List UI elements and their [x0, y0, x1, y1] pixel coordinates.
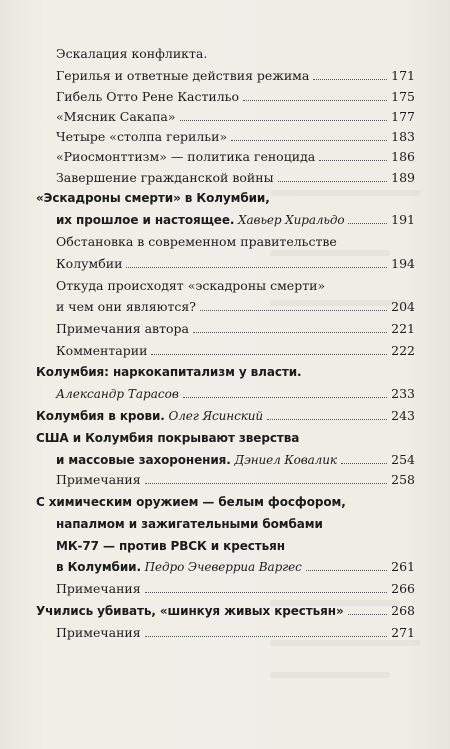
toc-entry-page: 261 — [391, 559, 415, 574]
leader-dots — [319, 160, 387, 161]
toc-entry-text: Завершение гражданской войны — [56, 170, 274, 185]
toc-entry-title — [56, 87, 239, 107]
toc-entry — [0, 319, 450, 339]
toc-entry — [0, 428, 450, 448]
toc-entry-title — [56, 557, 302, 577]
toc-entry — [0, 341, 450, 361]
toc-entry-text: напалмом и зажигательными бомбами — [56, 517, 323, 531]
toc-entry-text: США и Колумбия покрывают зверства — [36, 431, 300, 445]
toc-entry-author: Хавьер Хиральдо — [234, 213, 345, 227]
toc-entry-text: С химическим оружием — белым фосфором, — [36, 495, 346, 509]
toc-entry — [0, 168, 450, 188]
toc-entry-page: 222 — [391, 343, 415, 358]
toc-entry-text: Колумбии — [56, 256, 123, 271]
toc-entry-title — [56, 276, 325, 296]
toc-entry-title — [36, 428, 299, 448]
toc-entry-text: «Эскадроны смерти» в Колумбии, — [36, 191, 270, 205]
toc-entry — [0, 87, 450, 107]
toc-entry-text: Эскалация конфликта. — [56, 46, 208, 61]
leader-dots — [348, 223, 387, 224]
toc-entry — [0, 362, 450, 382]
toc-entry-page: 221 — [391, 321, 415, 336]
toc-entry — [0, 514, 450, 534]
toc-entry-title — [36, 362, 301, 382]
toc-entry-page: 204 — [391, 299, 415, 314]
toc-entry-title — [56, 66, 309, 86]
toc-entry — [0, 147, 450, 167]
toc-entry-author: Александр Тарасов — [56, 387, 179, 401]
toc-entry-page: 186 — [391, 149, 415, 164]
toc-entry — [0, 276, 450, 296]
toc-entry-text: «Риосмонттизм» — политика геноцида — [56, 149, 316, 164]
toc-entry-page: 268 — [391, 603, 415, 618]
leader-dots — [180, 120, 388, 121]
toc-entry-title — [56, 341, 147, 361]
toc-entry-title — [56, 536, 285, 556]
toc-entry-text: Четыре «столпа герильи» — [56, 129, 228, 144]
toc-entry-text: Гибель Отто Рене Кастильо — [56, 89, 239, 104]
toc-entry-title — [56, 168, 274, 188]
toc-entry-author: Педро Эчеверриа Варгес — [140, 560, 302, 574]
toc-entry-title — [36, 188, 270, 208]
toc-entry-title — [56, 297, 196, 317]
toc-entry-title — [56, 384, 179, 404]
toc-entry-author: Олег Ясинский — [164, 409, 264, 423]
toc-entry-title — [36, 601, 344, 621]
toc-entry — [0, 232, 450, 252]
leader-dots — [145, 483, 388, 484]
leader-dots — [183, 397, 387, 398]
toc-entry-title — [56, 514, 323, 534]
toc-entry-title — [36, 492, 346, 512]
toc-entry — [0, 492, 450, 512]
toc-entry — [0, 297, 450, 317]
leader-dots — [231, 140, 387, 141]
toc-entry-text: Примечания — [56, 581, 141, 596]
toc-entry — [0, 470, 450, 490]
toc-entry — [0, 536, 450, 556]
leader-dots — [126, 267, 387, 268]
toc-entry-page: 258 — [391, 472, 415, 487]
toc-entry-page: 266 — [391, 581, 415, 596]
toc-entry-page: 243 — [391, 408, 415, 423]
toc-entry — [0, 384, 450, 404]
toc-entry-title — [56, 450, 337, 470]
toc-entry-page: 254 — [391, 452, 415, 467]
toc-entry-text: Примечания — [56, 472, 141, 487]
toc-entry — [0, 254, 450, 274]
toc-entry-text: Комментарии — [56, 343, 148, 358]
toc-entry-text: Герилья и ответные действия режима — [56, 68, 310, 83]
toc-entry-title — [56, 147, 315, 167]
toc-entry-text: и массовые захоронения. — [56, 453, 231, 467]
toc-entry-page: 177 — [391, 109, 415, 124]
toc-entry-page: 233 — [391, 386, 415, 401]
leader-dots — [306, 570, 387, 571]
leader-dots — [278, 181, 388, 182]
toc-entry — [0, 188, 450, 208]
toc-entry-title — [36, 406, 263, 426]
toc-entry-page: 175 — [391, 89, 415, 104]
toc-entry-text: МК-77 — против РВСК и крестьян — [56, 539, 285, 553]
toc-entry-text: их прошлое и настоящее. — [56, 213, 235, 227]
leader-dots — [313, 79, 387, 80]
toc-entry — [0, 406, 450, 426]
leader-dots — [341, 463, 387, 464]
leader-dots — [348, 614, 388, 615]
toc-entry-text: Обстановка в современном правительстве — [56, 234, 337, 249]
toc-entry-title — [56, 210, 344, 230]
toc-entry-text: Колумбия в крови. — [36, 409, 165, 423]
toc-entry — [0, 66, 450, 86]
toc-entry-page: 194 — [391, 256, 415, 271]
toc-entry-title — [56, 579, 141, 599]
toc-entry-text: «Мясник Сакапа» — [56, 109, 176, 124]
toc-entry-author: Дэниел Ковалик — [230, 453, 337, 467]
toc-entry-title — [56, 107, 176, 127]
toc-entry-page: 271 — [391, 625, 415, 640]
leader-dots — [145, 636, 388, 637]
leader-dots — [145, 592, 388, 593]
toc-entry-text: Колумбия: наркокапитализм у власти. — [36, 365, 302, 379]
toc-entry-title — [56, 44, 207, 64]
toc-entry-text: Примечания автора — [56, 321, 189, 336]
toc-entry — [0, 127, 450, 147]
toc-entry — [0, 107, 450, 127]
toc-entry-text: Откуда происходят «эскадроны смерти» — [56, 278, 326, 293]
toc-entry-text: Примечания — [56, 625, 141, 640]
toc-entry-text: в Колумбии. — [56, 560, 141, 574]
toc-entry-text: и чем они являются? — [56, 299, 196, 314]
leader-dots — [193, 332, 387, 333]
toc-entry-page: 189 — [391, 170, 415, 185]
leader-dots — [200, 310, 387, 311]
toc-entry-title — [56, 623, 141, 643]
toc-entry-text: Учились убивать, «шинкуя живых крестьян» — [36, 604, 344, 618]
leader-dots — [151, 354, 387, 355]
toc-entry-title — [56, 127, 227, 147]
toc-entry — [0, 210, 450, 230]
toc-entry — [0, 601, 450, 621]
toc-entry-title — [56, 319, 189, 339]
toc-entry-page: 183 — [391, 129, 415, 144]
leader-dots — [267, 419, 387, 420]
toc-entry-title — [56, 232, 337, 252]
toc-entry — [0, 623, 450, 643]
toc-entry-page: 171 — [391, 68, 415, 83]
show-through-text — [270, 672, 390, 678]
toc-entry-page: 191 — [391, 212, 415, 227]
leader-dots — [243, 100, 387, 101]
toc-entry — [0, 557, 450, 577]
toc-entry — [0, 44, 450, 64]
toc-entry — [0, 450, 450, 470]
toc-entry — [0, 579, 450, 599]
toc-entry-title — [56, 470, 141, 490]
toc-entry-title — [56, 254, 122, 274]
